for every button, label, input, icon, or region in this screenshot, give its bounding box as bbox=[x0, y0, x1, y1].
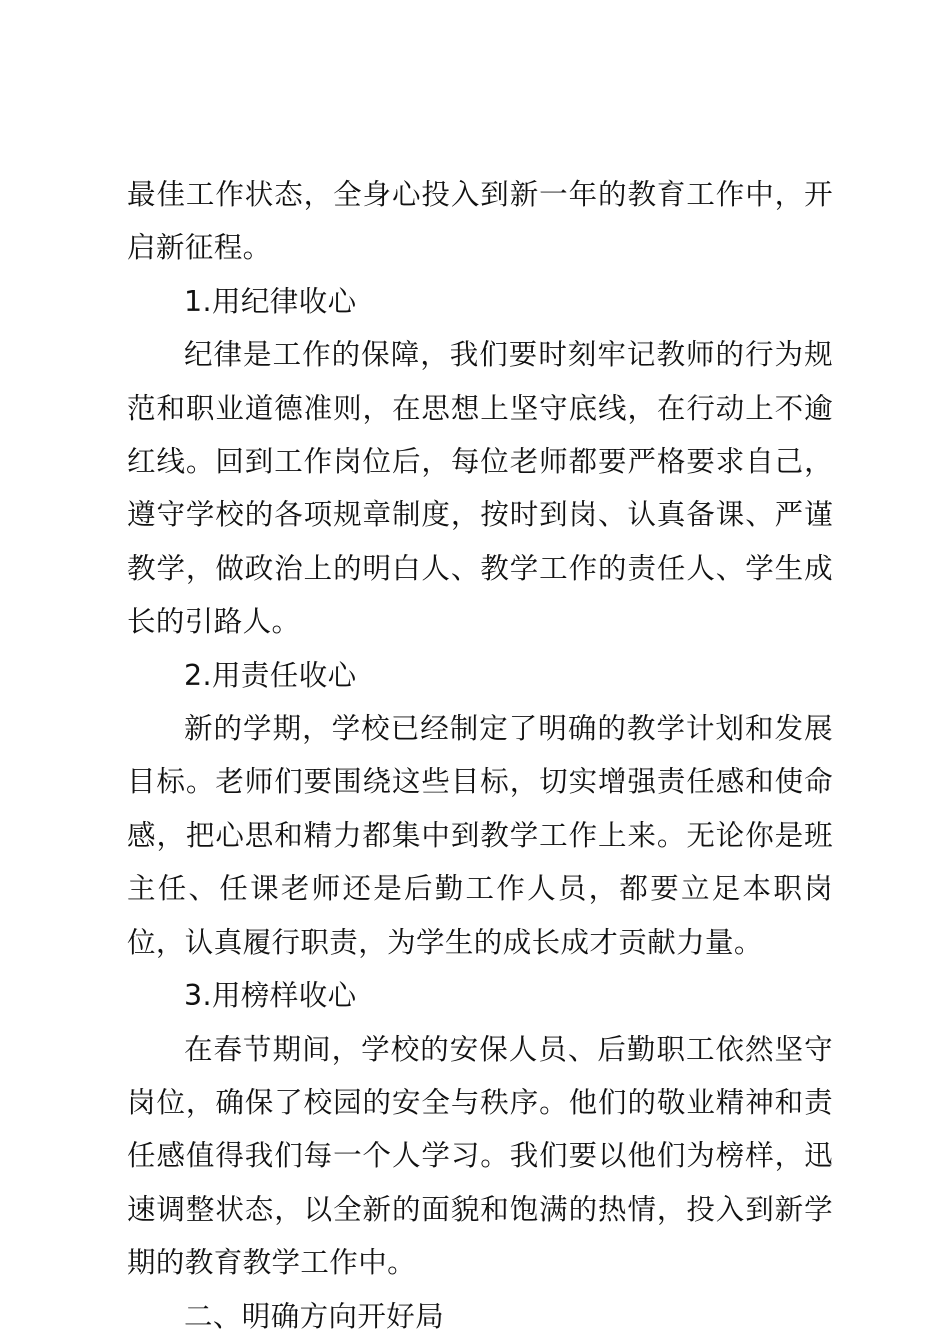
section-heading-responsibility: 2.用责任收心 bbox=[184, 658, 357, 692]
section-heading-direction: 二、明确方向开好局 bbox=[184, 1299, 445, 1333]
paragraph-discipline: 纪律是工作的保障，我们要时刻牢记教师的行为规范和职业道德准则，在思想上坚守底线，在行动上不逾红线。回到工作岗位后，每位老师都要严格要求自己，遵守学校的各项规章制度，按时到岗、认真备课、严谨教学，做政治上的明白人、教学工作的责任人、学生成长的引路人。 bbox=[127, 338, 833, 639]
paragraph-role-model: 在春节期间，学校的安保人员、后勤职工依然坚守岗位，确保了校园的安全与秩序。他们的敬业精神和责任感值得我们每一个人学习。我们要以他们为榜样，迅速调整状态，以全新的面貌和饱满的热情，投入到新学期的教育教学工作中。 bbox=[127, 1032, 833, 1280]
section-heading-role-model: 3.用榜样收心 bbox=[184, 979, 357, 1013]
paragraph-continuation: 最佳工作状态，全身心投入到新一年的教育工作中，开启新征程。 bbox=[127, 178, 833, 265]
section-heading-discipline: 1.用纪律收心 bbox=[184, 284, 357, 318]
document-body bbox=[127, 168, 833, 1343]
paragraph-responsibility: 新的学期，学校已经制定了明确的教学计划和发展目标。老师们要围绕这些目标，切实增强责任感和使命感，把心思和精力都集中到教学工作上来。无论你是班主任、任课老师还是后勤工作人员，都要立足本职岗位，认真履行职责，为学生的成长成才贡献力量。 bbox=[127, 712, 833, 959]
